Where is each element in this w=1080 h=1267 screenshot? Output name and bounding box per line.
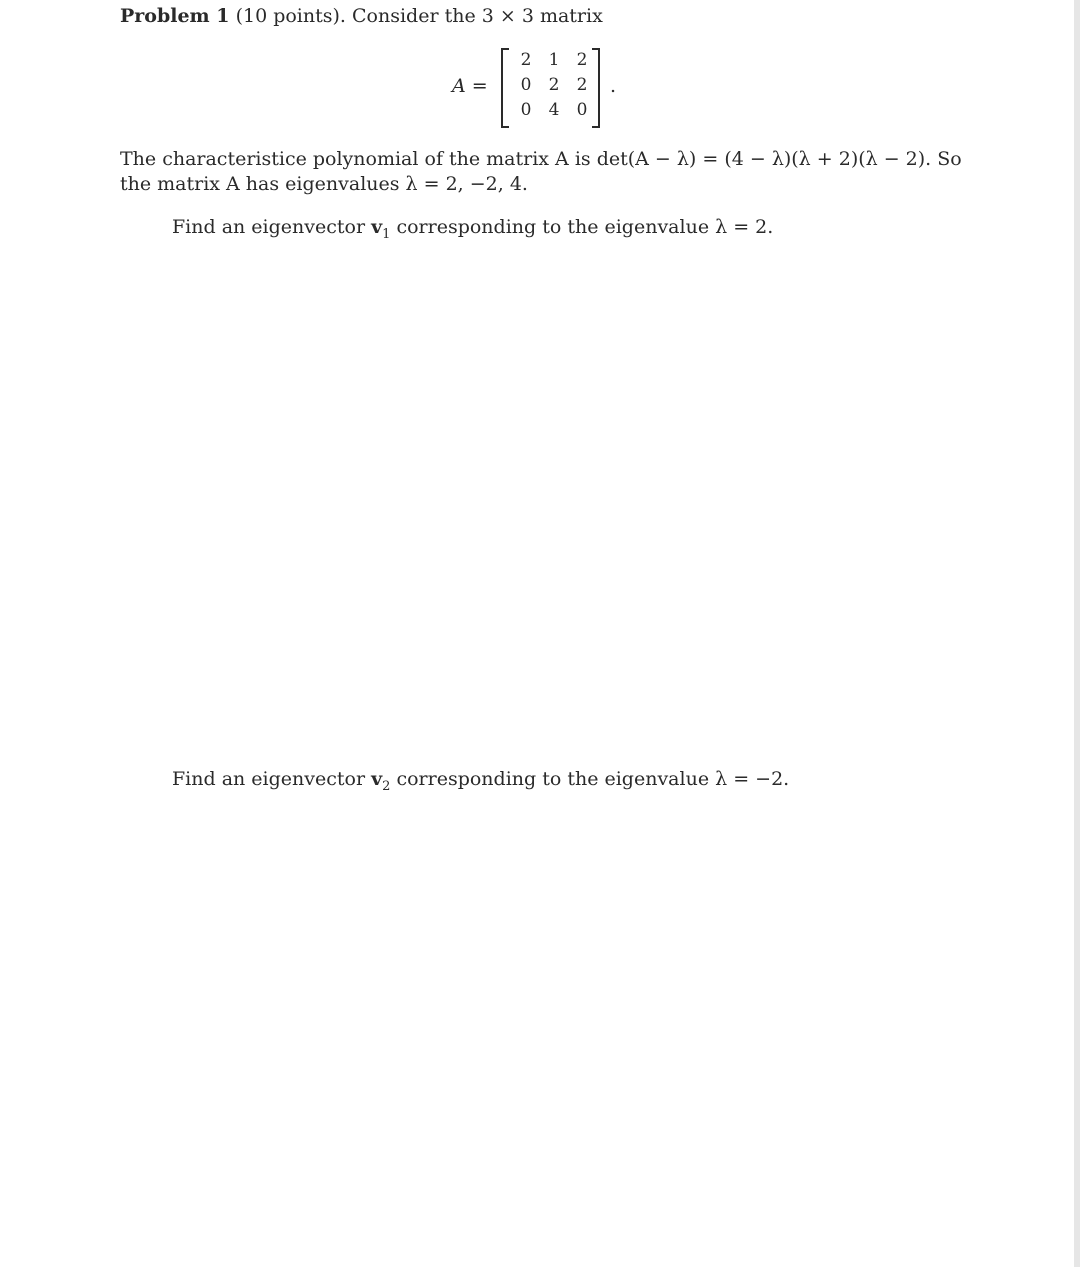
characteristic-polynomial-text: The characteristice polynomial of the matrix A is det(A − λ) = (4 − λ)(λ + 2)(λ − 2). So bbox=[120, 148, 962, 170]
page-edge bbox=[1074, 0, 1080, 1267]
matrix-right-bracket bbox=[592, 48, 600, 128]
question-suffix: corresponding to the eigenvalue λ = −2. bbox=[390, 768, 790, 790]
matrix-cell: 2 bbox=[576, 50, 588, 70]
problem-points: (10 points). bbox=[235, 5, 346, 27]
question-v1 bbox=[172, 215, 773, 240]
question-suffix: corresponding to the eigenvalue λ = 2. bbox=[390, 216, 774, 238]
problem-label: Problem 1 bbox=[120, 5, 230, 27]
eigenvalues-text: the matrix A has eigenvalues λ = 2, −2, 4. bbox=[120, 173, 528, 195]
matrix-cell: 4 bbox=[548, 100, 560, 120]
vector-symbol: v bbox=[371, 216, 383, 238]
matrix-equation bbox=[452, 46, 652, 130]
matrix-cell: 2 bbox=[576, 75, 588, 95]
question-v2 bbox=[172, 767, 789, 792]
matrix-cell: 2 bbox=[548, 75, 560, 95]
problem-header bbox=[120, 4, 603, 29]
problem-intro: Consider the 3 × 3 matrix bbox=[352, 5, 603, 27]
matrix-terminator: . bbox=[610, 75, 617, 97]
matrix-cell: 1 bbox=[548, 50, 560, 70]
matrix-cell: 2 bbox=[520, 50, 532, 70]
question-prefix: Find an eigenvector bbox=[172, 216, 372, 238]
question-prefix: Find an eigenvector bbox=[172, 768, 372, 790]
vector-symbol: v bbox=[371, 768, 383, 790]
matrix-name: A = bbox=[452, 75, 488, 97]
vector-subscript: 2 bbox=[382, 778, 391, 794]
matrix-left-bracket bbox=[501, 48, 509, 128]
matrix-cell: 0 bbox=[520, 100, 532, 120]
matrix-cell: 0 bbox=[576, 100, 588, 120]
matrix-cell: 0 bbox=[520, 75, 532, 95]
matrix-grid bbox=[512, 48, 596, 123]
vector-subscript: 1 bbox=[382, 226, 391, 242]
